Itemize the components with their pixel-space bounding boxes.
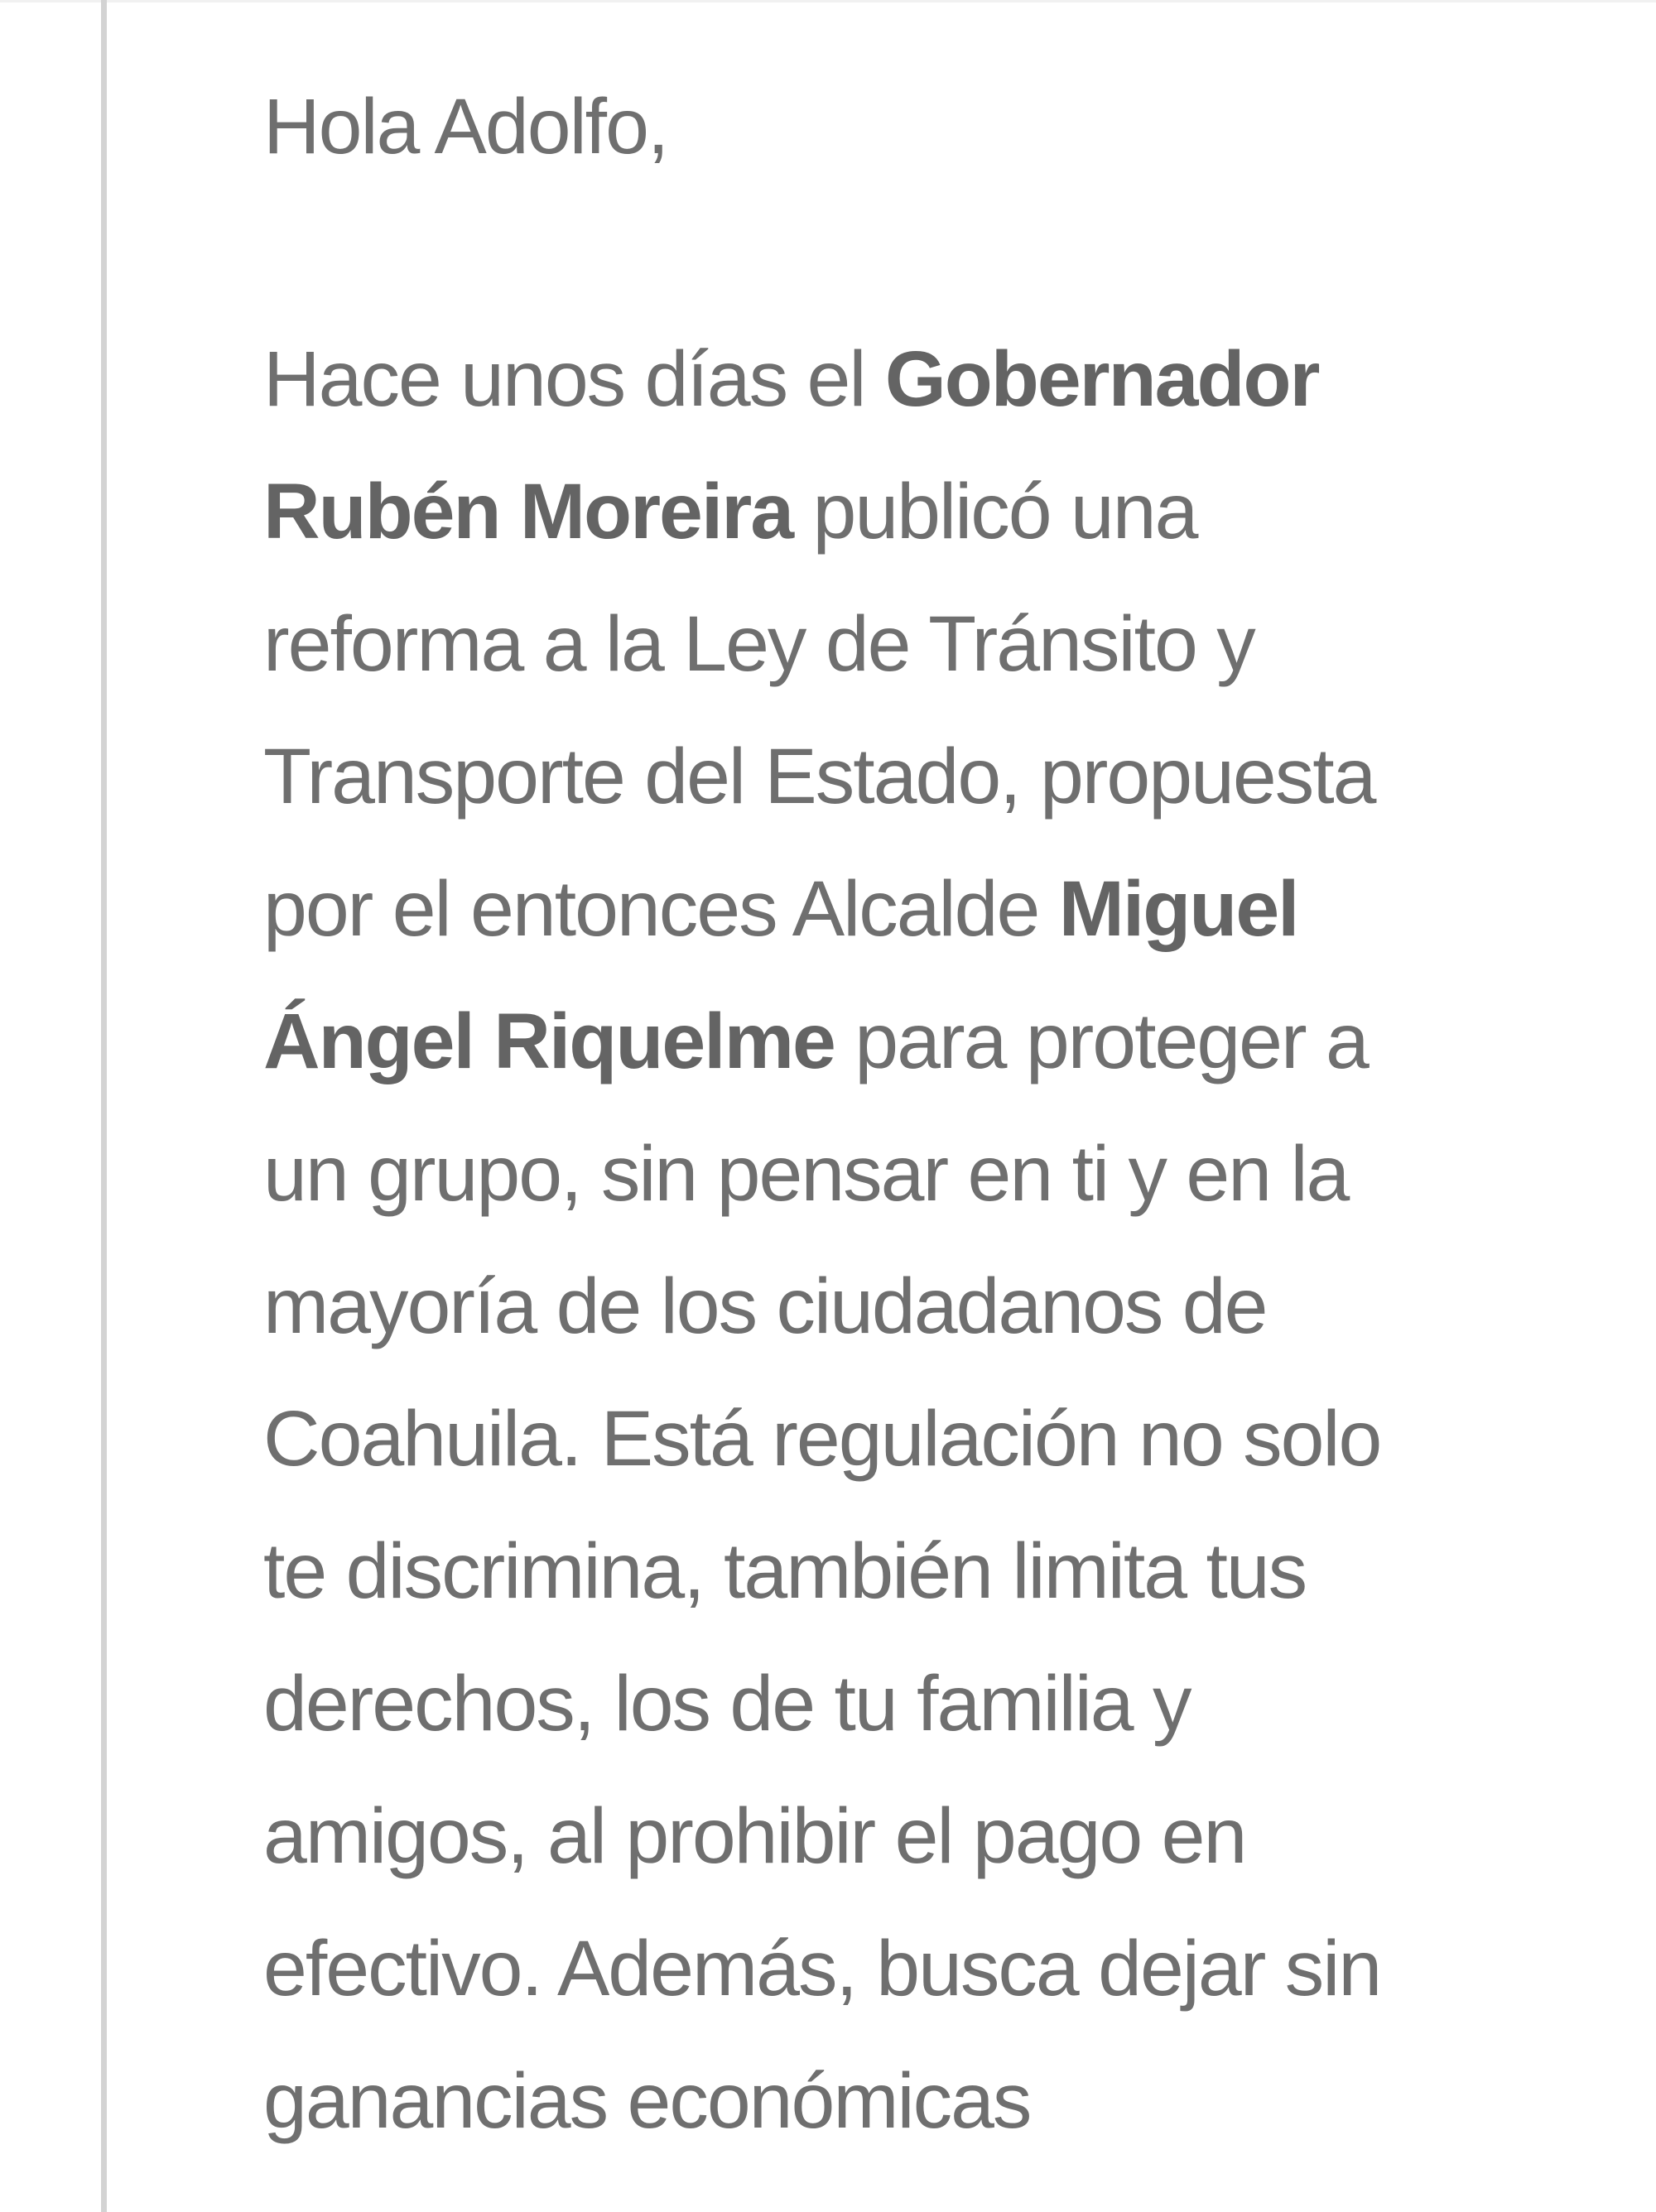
text-segment: un grupo, sin pensar en ti y en la <box>263 1130 1349 1218</box>
highlighted-name-segment: Rubén Moreira <box>263 468 793 555</box>
text-segment: ganancias económicas <box>263 2057 1031 2145</box>
text-line <box>263 578 1380 710</box>
highlighted-name-segment: Ángel Riquelme <box>263 998 835 1085</box>
email-body <box>263 60 1380 2167</box>
text-segment: mayoría de los ciudadanos de <box>263 1262 1267 1350</box>
text-segment: reforma a la Ley de Tránsito y <box>263 600 1254 688</box>
text-segment: Hace unos días el <box>263 335 885 423</box>
top-edge-divider <box>0 0 1656 2</box>
text-line <box>263 2035 1380 2167</box>
text-segment: Coahuila. Está regulación no solo <box>263 1395 1381 1483</box>
text-line <box>263 1770 1380 1902</box>
text-line <box>263 975 1380 1108</box>
quote-bar <box>101 0 107 2212</box>
text-line <box>263 1373 1380 1505</box>
text-line <box>263 843 1380 975</box>
text-segment: para proteger a <box>834 998 1368 1085</box>
text-segment: Transporte del Estado, propuesta <box>263 733 1375 820</box>
text-segment: derechos, los de tu familia y <box>263 1660 1191 1748</box>
text-line <box>263 1902 1380 2035</box>
text-segment: te discrimina, también limita tus <box>263 1527 1307 1615</box>
text-line <box>263 1637 1380 1770</box>
text-line <box>263 1108 1380 1240</box>
text-segment: por el entonces Alcalde <box>263 865 1059 953</box>
email-paragraph <box>263 313 1380 2167</box>
text-line <box>263 710 1380 843</box>
text-line <box>263 1240 1380 1373</box>
text-line <box>263 313 1380 445</box>
highlighted-name-segment: Gobernador <box>884 335 1319 423</box>
greeting-line: Hola Adolfo, <box>263 83 668 171</box>
text-segment: amigos, al prohibir el pago en <box>263 1792 1246 1880</box>
text-line <box>263 1505 1380 1637</box>
text-segment: efectivo. Además, busca dejar sin <box>263 1925 1381 2012</box>
text-line <box>263 445 1380 578</box>
text-segment: publicó una <box>792 468 1197 555</box>
highlighted-name-segment: Miguel <box>1058 865 1298 953</box>
